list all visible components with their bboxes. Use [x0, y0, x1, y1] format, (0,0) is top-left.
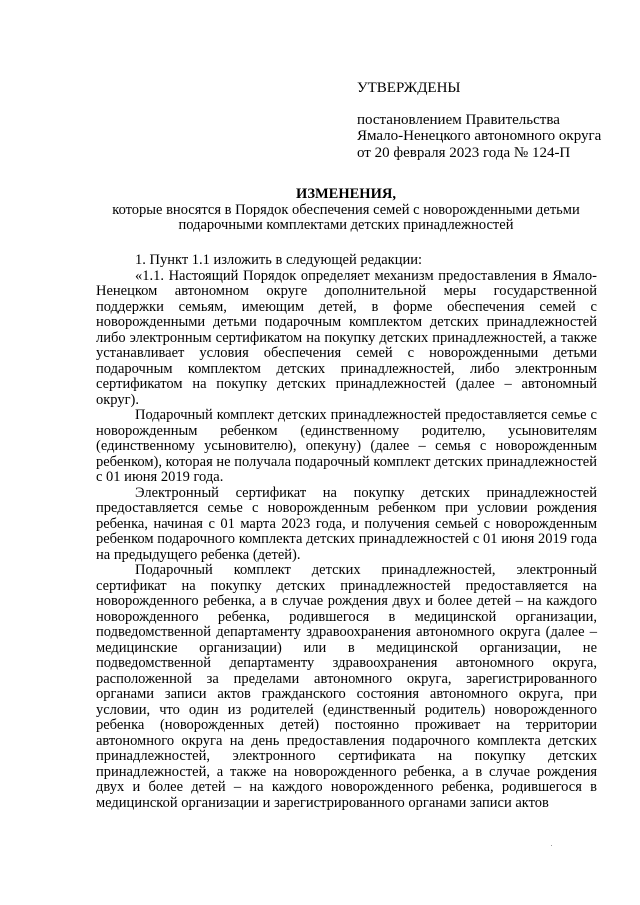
- document-subtitle: которые вносятся в Порядок обеспечения семей с новорожденными детьми: [112, 201, 580, 218]
- approval-block: [357, 80, 607, 161]
- paragraph: Подарочный комплект детских принадлежностей, электронный сертификат на покупку детских принадлежностей предоставляется на новорожденного ребенка, а в случае рождения двух и более детей – на каждого новорожденного ребенка, родившегося в медицинской организации, подведомственной департаменту здравоохранения автономного округа (далее – медицинские организации) или в медицинской организации, не подведомственной департаменту здравоохранения автономного округа, расположенной за пределами автономного округа, зарегистрированного органами записи актов гражданского состояния автономного округа, при условии, что один из родителей (единственный родитель) новорожденного ребенка (новорожденных детей) постоянно проживает на территории автономного округа на день предоставления подарочного комплекта детских принадлежностей, электронного сертификата на покупку детских принадлежностей, а также на новорожденного ребенка, а в случае рождения двух и более детей – на каждого новорожденного ребенка, родившегося в медицинской организации и зарегистрированного органами записи актов: [96, 562, 597, 811]
- approval-line: постановлением Правительства: [357, 111, 560, 128]
- paragraph: Подарочный комплект детских принадлежностей предоставляется семье с новорожденным ребенком (единственному родителю, усыновителям (единственному усыновителю), опекуну) (далее – семья с новорожденным ребенком), которая не получала подарочный комплект детских принадлежностей с 01 июня 2019 года.: [96, 407, 597, 485]
- document-heading: [96, 187, 596, 234]
- paragraph: Электронный сертификат на покупку детских принадлежностей предоставляется семье с новорожденным ребенком при условии рождения ребенка, начиная с 01 марта 2023 года, и получения семьей с новорожденным ребенком подарочного комплекта детских принадлежностей с 01 июня 2019 года на предыдущего ребенка (детей).: [96, 484, 597, 563]
- scan-dot: [551, 845, 552, 846]
- approval-line: от 20 февраля 2023 года № 124-П: [357, 144, 571, 161]
- paragraph: 1. Пункт 1.1 изложить в следующей редакции:: [135, 252, 423, 268]
- document-body: [96, 253, 597, 811]
- paragraph: «1.1. Настоящий Порядок определяет механизм предоставления в Ямало-Ненецком автономном округе дополнительной меры государственной поддержки семьям, имеющим детей, в форме обеспечения семей с новорожденными детьми подарочным комплектом детских принадлежностей либо электронным сертификатом на покупку детских принадлежностей, а также устанавливает условия обеспечения семей с новорожденными детьми подарочным комплектом детских принадлежностей, либо электронным сертификатом на покупку детских принадлежностей (далее – автономный округ).: [96, 267, 597, 408]
- approval-title: УТВЕРЖДЕНЫ: [357, 80, 461, 96]
- approval-line: Ямало-Ненецкого автономного округа: [357, 128, 602, 144]
- document-title: ИЗМЕНЕНИЯ,: [296, 186, 396, 202]
- document-subtitle: подарочными комплектами детских принадлежностей: [178, 217, 514, 233]
